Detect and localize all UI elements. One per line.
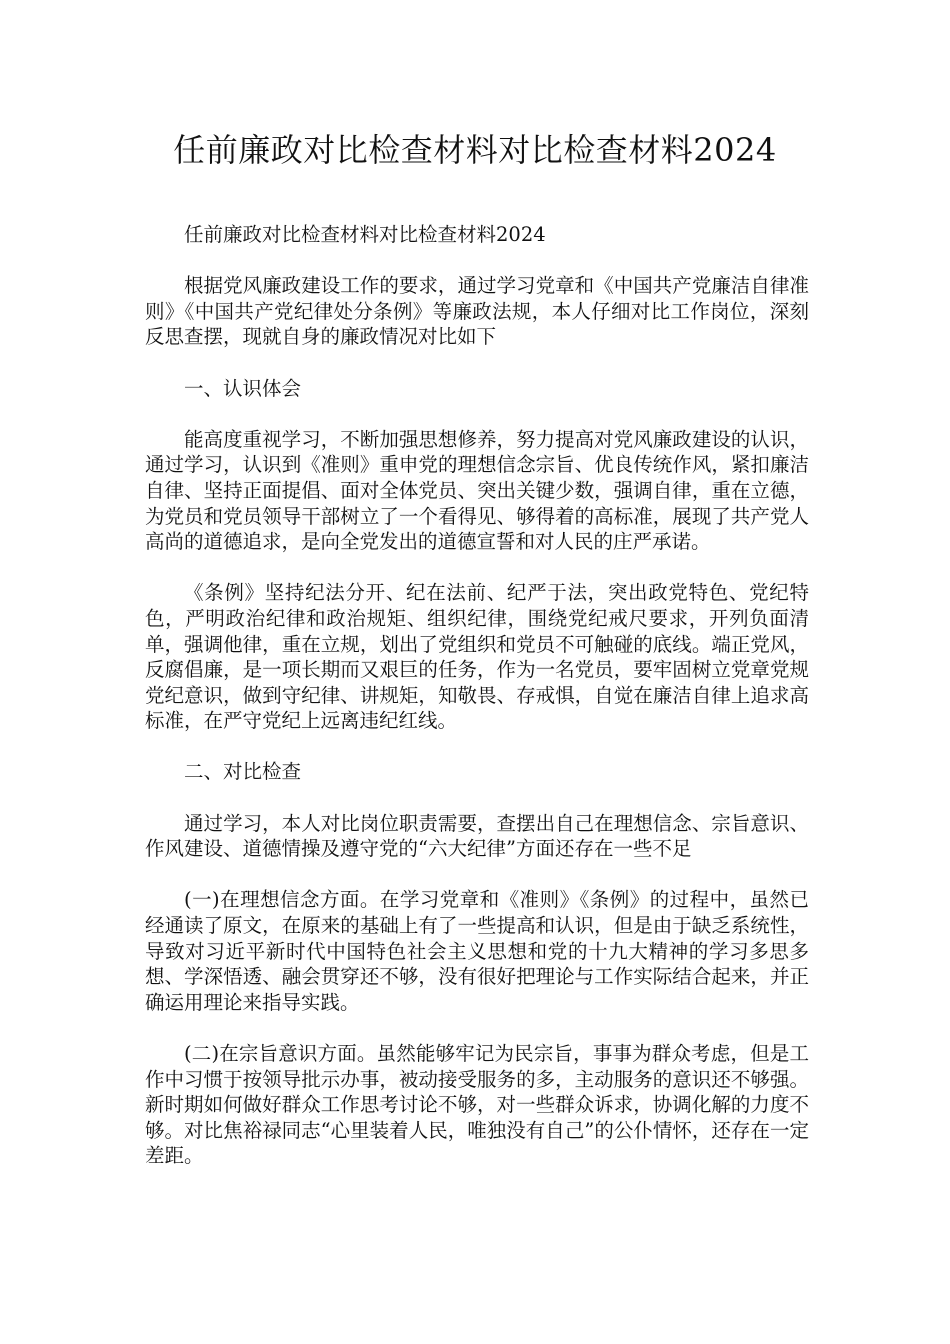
body-paragraph: 《条例》坚持纪法分开、纪在法前、纪严于法，突出政党特色、党纪特色，严明政治纪律和政治规矩、组织纪律，围绕党纪戒尺要求，开列负面清单，强调他律，重在立规，划出了党组织和党员不可触碰的底线。端正党风，反腐倡廉，是一项长期而又艰巨的任务，作为一名党员，要牢固树立党章党规党纪意识，做到守纪律、讲规矩，知敬畏、存戒惧，自觉在廉洁自律上追求高标准，在严守党纪上远离违纪红线。	[145, 581, 809, 733]
body-paragraph: (一)在理想信念方面。在学习党章和《准则》《条例》的过程中，虽然已经通读了原文，在原来的基础上有了一些提高和认识，但是由于缺乏系统性，导致对习近平新时代中国特色社会主义思想和党的十九大精神的学习多思多想、学深悟透、融会贯穿还不够，没有很好把理论与工作实际结合起来，并正确运用理论来指导实践。	[145, 888, 809, 1014]
document-body	[145, 222, 809, 1195]
body-paragraph: 通过学习，本人对比岗位职责需要，查摆出自己在理想信念、宗旨意识、作风建设、道德情操及遵守党的“六大纪律”方面还存在一些不足	[145, 811, 809, 861]
section-heading-2: 二、对比检查	[184, 760, 302, 784]
subtitle-paragraph: 任前廉政对比检查材料对比检查材料2024	[184, 223, 546, 246]
body-paragraph: 能高度重视学习，不断加强思想修养，努力提高对党风廉政建设的认识，通过学习，认识到《准则》重申党的理想信念宗旨、优良传统作风，紧扣廉洁自律、坚持正面提倡、面对全体党员、突出关键少数，强调自律，重在立德，为党员和党员领导干部树立了一个看得见、够得着的高标准，展现了共产党人高尚的道德追求，是向全党发出的道德宣誓和对人民的庄严承诺。	[145, 427, 809, 554]
body-paragraph: (二)在宗旨意识方面。虽然能够牢记为民宗旨，事事为群众考虑，但是工作中习惯于按领导批示办事，被动接受服务的多，主动服务的意识还不够强。新时期如何做好群众工作思考讨论不够，对一些群众诉求，协调化解的力度不够。对比焦裕禄同志“心里装着人民，唯独没有自己”的公仆情怀，还存在一定差距。	[145, 1042, 809, 1168]
document-title: 任前廉政对比检查材料对比检查材料2024	[173, 131, 777, 169]
intro-paragraph: 根据党风廉政建设工作的要求，通过学习党章和《中国共产党廉洁自律准则》《中国共产党纪律处分条例》等廉政法规，本人仔细对比工作岗位，深刻反思查摆，现就自身的廉政情况对比如下	[145, 274, 809, 349]
section-heading-1: 一、认识体会	[184, 376, 302, 400]
